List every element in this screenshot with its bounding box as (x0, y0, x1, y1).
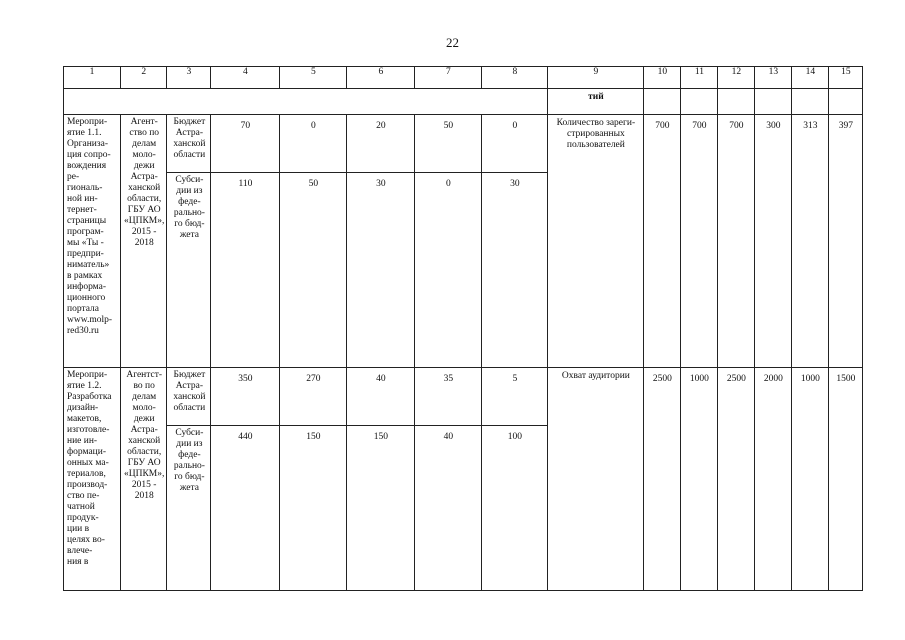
funding-source-line: Бюджет (173, 117, 206, 127)
page-number: 22 (446, 35, 459, 50)
activity-executor (121, 115, 167, 368)
indicator-line: пользователей (566, 140, 625, 150)
executor-line: ство по (129, 128, 160, 138)
column-header: 12 (718, 67, 755, 89)
column-header: 1 (64, 67, 121, 89)
executor-line: «ЦПКМ», (124, 216, 165, 226)
funding-source-line: Субси- (175, 175, 204, 185)
continuation-row (64, 89, 863, 115)
activity-title-line: в рамках (67, 271, 103, 281)
activity-title-line: продук- (67, 513, 99, 523)
funding-source-line: феде- (178, 197, 201, 207)
funding-source-line: рально- (173, 461, 205, 471)
funding-value: 100 (482, 426, 548, 591)
column-header: 10 (644, 67, 681, 89)
funding-source (167, 115, 211, 173)
target-value: 700 (718, 115, 755, 368)
funding-value: 110 (211, 173, 280, 368)
activity-title-line: информа- (67, 282, 107, 292)
funding-source-line: Астра- (175, 128, 204, 138)
activity-title-line: гиональ- (67, 183, 103, 193)
target-value: 1000 (681, 368, 718, 591)
funding-source-line: области (173, 403, 206, 413)
executor-line: моло- (132, 150, 156, 160)
activity-executor (121, 368, 167, 591)
funding-value: 30 (482, 173, 548, 368)
funding-source-line: го бюд- (174, 472, 205, 482)
funding-source (167, 368, 211, 426)
funding-source-line: ханской (173, 392, 206, 402)
funding-value: 50 (415, 115, 482, 173)
activity-title (64, 368, 121, 591)
funding-value: 150 (280, 426, 347, 591)
activity-title-line: red30.ru (67, 326, 99, 336)
activity-title-line: онных ма- (67, 458, 109, 468)
target-value: 1000 (792, 368, 829, 591)
funding-source-line: жета (179, 483, 199, 493)
activity-row (64, 368, 863, 426)
column-header: 7 (415, 67, 482, 89)
funding-source-line: го бюд- (174, 219, 205, 229)
program-activities-table (63, 66, 863, 591)
activity-title-line: мы «Ты - (67, 238, 104, 248)
funding-value: 70 (211, 115, 280, 173)
activity-title-line: ния в (67, 557, 89, 567)
funding-value: 30 (347, 173, 415, 368)
column-header: 9 (548, 67, 644, 89)
executor-line: моло- (132, 403, 156, 413)
executor-line: во по (133, 381, 155, 391)
target-value: 313 (792, 115, 829, 368)
activity-title-line: ство пе- (67, 491, 100, 501)
executor-line: 2018 (134, 491, 154, 501)
activity-title-line: ционного (67, 293, 106, 303)
column-number-row (64, 67, 863, 89)
target-value: 397 (829, 115, 863, 368)
activity-row (64, 115, 863, 173)
executor-line: дежи (133, 414, 155, 424)
continuation-text: тий (548, 89, 644, 115)
activity-title-line: чатной (67, 502, 95, 512)
indicator-name (548, 368, 644, 591)
activity-title-line: Разработка (67, 392, 112, 402)
executor-line: Астра- (130, 425, 158, 435)
activity-title-line: Организа- (67, 139, 109, 149)
funding-source-line: жета (179, 230, 199, 240)
executor-line: дежи (133, 161, 155, 171)
executor-line: 2015 - (131, 227, 157, 237)
activity-title-line: макетов, (67, 414, 102, 424)
funding-source-line: Бюджет (173, 370, 206, 380)
activity-title-line: тернет- (67, 205, 97, 215)
funding-value: 50 (280, 173, 347, 368)
funding-value: 270 (280, 368, 347, 426)
funding-source-line: рально- (173, 208, 205, 218)
activity-title-line: вождения (67, 161, 107, 171)
funding-value: 0 (280, 115, 347, 173)
activity-title-line: предпри- (67, 249, 104, 259)
target-value: 2500 (644, 368, 681, 591)
executor-line: области, (127, 194, 162, 204)
target-value: 2500 (718, 368, 755, 591)
executor-line: ГБУ АО (127, 458, 161, 468)
executor-line: «ЦПКМ», (124, 469, 165, 479)
funding-source-line: дии из (176, 186, 203, 196)
executor-line: 2018 (134, 238, 154, 248)
executor-line: Астра- (130, 172, 158, 182)
executor-line: делам (132, 392, 157, 402)
funding-value: 0 (415, 173, 482, 368)
funding-value: 20 (347, 115, 415, 173)
funding-source (167, 426, 211, 591)
executor-line: делам (132, 139, 157, 149)
executor-line: 2015 - (131, 480, 157, 490)
indicator-name (548, 115, 644, 368)
executor-line: области, (127, 447, 162, 457)
column-header: 3 (167, 67, 211, 89)
activity-title-line: програм- (67, 227, 104, 237)
column-header: 2 (121, 67, 167, 89)
activity-title-line: портала (67, 304, 99, 314)
activity-title-line: целях во- (67, 535, 105, 545)
activity-title-line: Меропри- (67, 370, 108, 380)
funding-value: 150 (347, 426, 415, 591)
activity-title-line: www.molp- (67, 315, 113, 325)
activity-title-line: ятие 1.2. (67, 381, 102, 391)
activity-title-line: ция сопро- (67, 150, 111, 160)
funding-source-line: области (173, 150, 206, 160)
executor-line: ханской (128, 183, 161, 193)
funding-value: 40 (415, 426, 482, 591)
column-header: 13 (755, 67, 792, 89)
funding-value: 0 (482, 115, 548, 173)
indicator-line: Количество зареги- (556, 118, 636, 128)
activity-title-line: ние ин- (67, 436, 98, 446)
target-value: 300 (755, 115, 792, 368)
target-value: 700 (644, 115, 681, 368)
activity-title-line: изготовле- (67, 425, 110, 435)
funding-source-line: феде- (178, 450, 201, 460)
executor-line: Агент- (130, 117, 158, 127)
activity-title-line: дизайн- (67, 403, 99, 413)
funding-source-line: Субси- (175, 428, 204, 438)
column-header: 15 (829, 67, 863, 89)
activity-title-line: териалов, (67, 469, 106, 479)
target-value: 1500 (829, 368, 863, 591)
column-header: 11 (681, 67, 718, 89)
executor-line: ханской (128, 436, 161, 446)
funding-value: 35 (415, 368, 482, 426)
column-header: 4 (211, 67, 280, 89)
target-value: 700 (681, 115, 718, 368)
activity-title-line: производ- (67, 480, 108, 490)
activity-title-line: формаци- (67, 447, 107, 457)
activity-title-line: ниматель» (67, 260, 110, 270)
funding-source-line: ханской (173, 139, 206, 149)
funding-value: 40 (347, 368, 415, 426)
activity-title-line: ре- (67, 172, 80, 182)
column-header: 5 (280, 67, 347, 89)
activity-title-line: влече- (67, 546, 93, 556)
column-header: 6 (347, 67, 415, 89)
indicator-line: Охват аудитории (561, 371, 630, 381)
executor-line: Агентст- (126, 370, 163, 380)
activity-title-line: страницы (67, 216, 107, 226)
funding-source (167, 173, 211, 368)
activity-title-line: ятие 1.1. (67, 128, 102, 138)
funding-source-line: дии из (176, 439, 203, 449)
column-header: 8 (482, 67, 548, 89)
activity-title-line: ции в (67, 524, 90, 534)
funding-value: 5 (482, 368, 548, 426)
target-value: 2000 (755, 368, 792, 591)
funding-value: 440 (211, 426, 280, 591)
column-header: 14 (792, 67, 829, 89)
funding-value: 350 (211, 368, 280, 426)
indicator-line: стрированных (567, 129, 625, 139)
executor-line: ГБУ АО (127, 205, 161, 215)
activity-title (64, 115, 121, 368)
activity-title-line: Меропри- (67, 117, 108, 127)
funding-source-line: Астра- (175, 381, 204, 391)
activity-title-line: ной ин- (67, 194, 98, 204)
